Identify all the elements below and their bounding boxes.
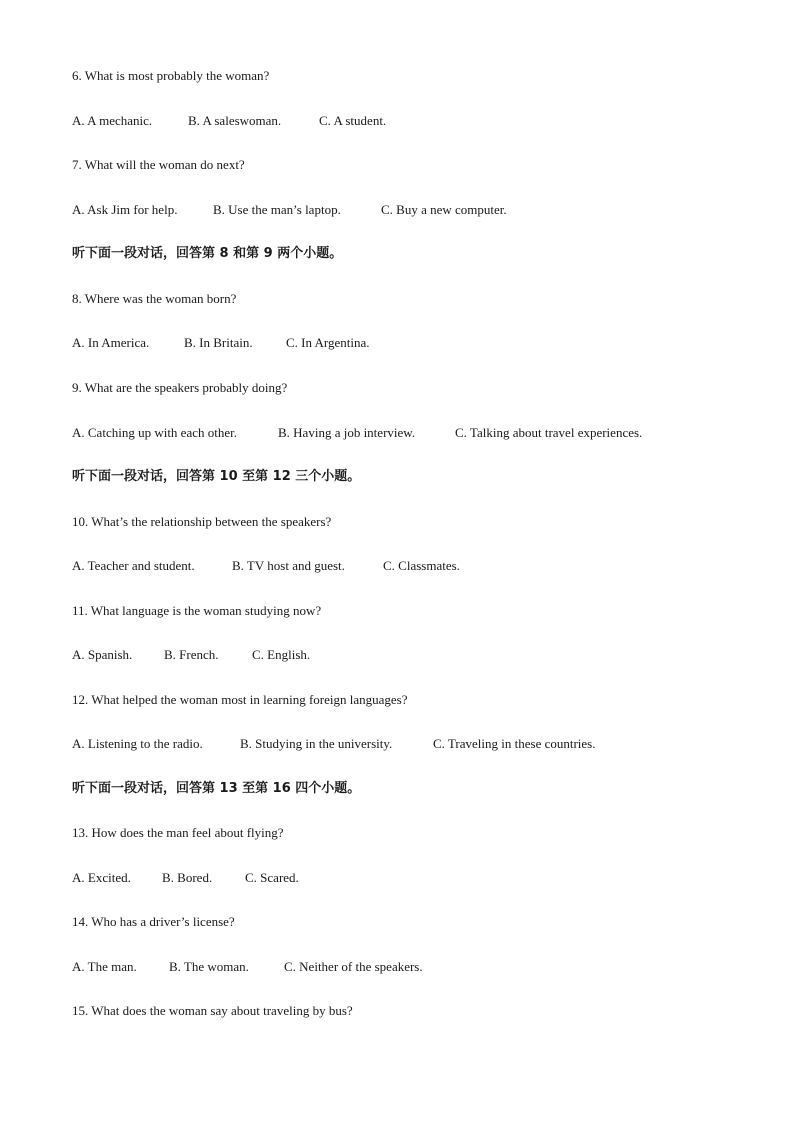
- question-6: 6. What is most probably the woman?: [72, 68, 270, 83]
- option-a: A. Teacher and student.: [72, 558, 195, 573]
- option-b: B. A saleswoman.: [188, 113, 282, 128]
- options-8: [72, 335, 370, 351]
- question-15: 15. What does the woman say about traveling by bus?: [72, 1003, 353, 1018]
- option-a: A. In America.: [72, 335, 150, 350]
- option-c: C. Talking about travel experiences.: [455, 425, 643, 440]
- section-heading: 听下面一段对话，回答第 10 至第 12 三个小题。: [72, 469, 361, 484]
- options-7: [72, 202, 507, 218]
- option-b: B. French.: [164, 647, 219, 662]
- option-b: B. In Britain.: [184, 335, 253, 350]
- options-9: [72, 425, 642, 441]
- question-14: 14. Who has a driver’s license?: [72, 914, 235, 929]
- question-10: 10. What’s the relationship between the speakers?: [72, 514, 332, 529]
- question-9: 9. What are the speakers probably doing?: [72, 380, 288, 395]
- option-c: C. Buy a new computer.: [381, 202, 507, 217]
- options-10: [72, 558, 460, 574]
- options-14: [72, 959, 423, 975]
- option-b: B. Bored.: [162, 870, 213, 885]
- option-b: B. Use the man’s laptop.: [213, 202, 341, 217]
- option-a: A. Excited.: [72, 870, 131, 885]
- option-c: C. Traveling in these countries.: [433, 736, 596, 751]
- option-a: A. Spanish.: [72, 647, 133, 662]
- option-a: A. A mechanic.: [72, 113, 153, 128]
- section-heading: 听下面一段对话，回答第 13 至第 16 四个小题。: [72, 781, 361, 796]
- option-a: A. The man.: [72, 959, 137, 974]
- section-heading: 听下面一段对话，回答第 8 和第 9 两个小题。: [72, 246, 343, 261]
- option-c: C. In Argentina.: [286, 335, 370, 350]
- options-11: [72, 647, 310, 663]
- option-a: A. Listening to the radio.: [72, 736, 203, 751]
- option-a: A. Catching up with each other.: [72, 425, 237, 440]
- question-8: 8. Where was the woman born?: [72, 291, 237, 306]
- option-b: B. Having a job interview.: [278, 425, 416, 440]
- option-b: B. The woman.: [169, 959, 249, 974]
- options-6: [72, 113, 386, 129]
- options-12: [72, 736, 596, 752]
- option-c: C. Neither of the speakers.: [284, 959, 423, 974]
- options-13: [72, 870, 299, 886]
- option-c: C. Scared.: [245, 870, 299, 885]
- question-12: 12. What helped the woman most in learning foreign languages?: [72, 692, 408, 707]
- option-a: A. Ask Jim for help.: [72, 202, 178, 217]
- question-11: 11. What language is the woman studying now?: [72, 603, 322, 618]
- option-c: C. A student.: [319, 113, 387, 128]
- option-c: C. Classmates.: [383, 558, 460, 573]
- question-7: 7. What will the woman do next?: [72, 157, 245, 172]
- option-b: B. TV host and guest.: [232, 558, 345, 573]
- option-b: B. Studying in the university.: [240, 736, 393, 751]
- question-13: 13. How does the man feel about flying?: [72, 825, 284, 840]
- option-c: C. English.: [252, 647, 311, 662]
